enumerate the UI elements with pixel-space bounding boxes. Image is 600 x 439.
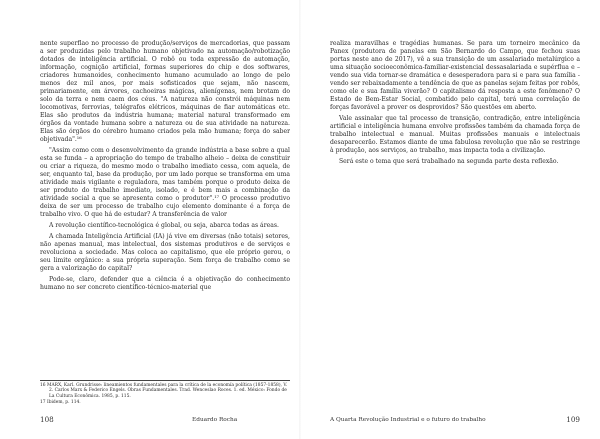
paragraph: realiza maravilhas e tragédias humanas. Se para um torneiro mecânico da Panex (produtora de panelas em São Bernardo do Campo, que fechou suas portas neste ano de 2017), vê a sua transição de um assalariado metalúrgico a uma situação socioeconômica-familiar-existencial dessasalariada e supérflua e – vendo sua vida tornar-se dramática e desesperadora para si e para sua família - vendo ser rebaixadamente a tendência de que as panelas sejam feitas por robôs, como ele e sua família viverão? O capitalismo dá resposta a este fenômeno? O Estado de Bem-Estar Social, combatido pelo capital, terá uma correlação de forças favorável a prover os desprovidos? São questões em aberto. <box>330 40 580 111</box>
page-number: 109 <box>566 415 580 424</box>
paragraph: nente superflao no processo de produção/serviços de mercadorias, que passam a ser produzidas pelo trabalho humano objetivado na automação/robotização dotados de inteligência artificial. O robô ou toda expressão de automação, informação, cognição artificial, formas superiores do chip e dos softwares, criadores humanoides, conhecimento humano acumulado ao longo de pelo menos dez mil anos, por mais sofisticados que sejam, não nascem, primariamente, em árvores, cachoeiras mágicas, alienígenas, nem brotam do solo da terra e nem caem dos céus. "A natureza não constrói máquinas nem locomotivas, ferrovias, telégrafos elétricos, máquinas de fiar automáticas etc. Elas são produtos da indústria humana; material natural transformado em órgãos da vontade humana sobre a natureza ou de sua atividade na natureza. Elas são órgãos do cérebro humano criados pela mão humana; força do saber objetivada".¹⁶ <box>40 40 290 143</box>
right-page-body <box>330 40 580 169</box>
left-page-body <box>40 40 290 295</box>
footnote: 16 MARX, Karl. Grundrisse: lineamientos fundamentales para la crítica de la economía política (1857-1858), V. 2. Carlos Marx & Federico Engels. Obras Fundamentales. Trad. Wenceslao Roces. 1. ed. México: Fondo de La Cultura Econômica. 1985, p. 115. <box>40 383 288 399</box>
running-head-title: A Quarta Revolução Industrial e o futuro do trabalho <box>330 416 486 423</box>
footnotes <box>40 380 290 407</box>
right-page <box>330 0 580 439</box>
paragraph: Pode-se, claro, defender que a ciência é a objetivação do conhecimento humano no ser concreto científico-técnico-material que <box>40 276 290 291</box>
paragraph: Será este o tema que será trabalhado na segunda parte desta reflexão. <box>339 158 559 165</box>
footnote: 17 Ibidem, p. 114. <box>40 400 81 406</box>
paragraph: A revolução científico-tecnológica é global, ou seja, abarca todas as áreas. <box>49 222 279 229</box>
paragraph: "Assim como com o desenvolvimento da grande indústria a base sobre a qual esta se funda – a apropriação do tempo de trabalho alheio – deixa de constituir ou criar a riqueza, do mesmo modo o trabalho imediato cessa, com aquela, de ser, enquanto tal, base da produção, por um lado porque se transforma em uma atividade mais vigilante e reguladora, mas também porque o produto deixa de ser produto do trabalho imediato, isolado, e é bem mais a combinação da atividade social a que se apresenta como o produtor".¹⁷ O processo produtivo deixa de ser um processo de trabalho cujo elemento dominante é a força de trabalho vivo. O que há de estudar? A transferência de valor <box>40 147 290 218</box>
left-page <box>40 0 290 439</box>
paragraph: Vale assinalar que tal processo de transição, contradição, entre inteligência artificial e inteligência humana envolve profissões também da chamada força de trabalho intelectual e manual. Muitas profissões manuais e intelectuais desaparecerão. Estamos diante de uma fabulosa revolução que não se restringe à produção, aos serviços, ao trabalho, mas impacta toda a civilização. <box>330 115 580 154</box>
running-head-author: Eduardo Rocha <box>192 416 238 423</box>
book-gutter <box>299 0 301 439</box>
page-number: 108 <box>40 415 54 424</box>
paragraph: A chamada Inteligência Artificial (IA) já vive em diversas (não totais) setores, não apenas manual, mas intelectual, dos sistemas produtivos e de serviços e revoluciona a sociedade. Mas coloca ao capitalismo, que ele próprio gerou, o seu limite orgânico: a sua própria superação. Sem força de trabalho como se gera a valorização do capital? <box>40 233 290 272</box>
